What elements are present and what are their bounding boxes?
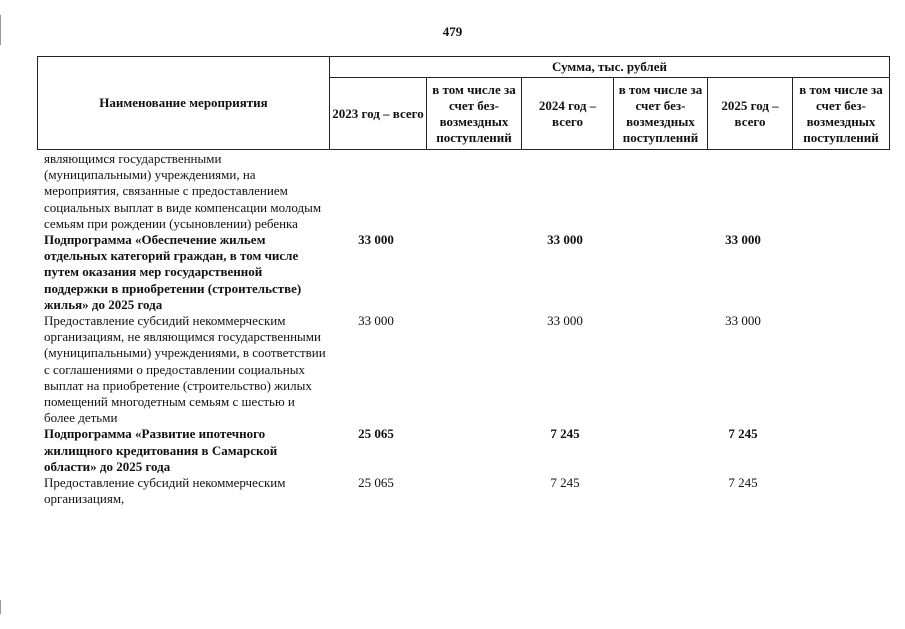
value-2025: 7 245 bbox=[728, 426, 758, 442]
table-body bbox=[44, 151, 894, 507]
header-2025-gratis: в том числе за счет без-возмездных поступлений bbox=[793, 78, 890, 149]
value-2025: 7 245 bbox=[728, 475, 758, 491]
value-2023: 33 000 bbox=[358, 232, 394, 248]
value-2025: 33 000 bbox=[725, 232, 761, 248]
value-2023: 33 000 bbox=[358, 313, 394, 329]
header-sum-group: Сумма, тыс. рублей bbox=[330, 57, 890, 78]
table-row bbox=[44, 151, 894, 232]
value-2024: 33 000 bbox=[547, 313, 583, 329]
value-2023: 25 065 bbox=[358, 475, 394, 491]
table-header bbox=[37, 56, 890, 150]
table-row-subprogram bbox=[44, 426, 894, 475]
header-2025-total: 2025 год – всего bbox=[708, 78, 793, 149]
header-name-column: Наименование мероприятия bbox=[38, 57, 330, 149]
row-name: Предоставление субсидий некоммерческим организациям, bbox=[44, 475, 286, 507]
value-2024: 7 245 bbox=[550, 475, 580, 491]
row-name: Предоставление субсидий некоммерческим организациям, не являющимся государственными (муниципальными) учреждениями, в соответствии с соглашениями о предоставлении социальных выплат на приобретение (строительство) жилых помещений многодетным семьям с шестью и более детьми bbox=[44, 313, 326, 426]
row-name: Подпрограмма «Обеспечение жильем отдельных категорий граждан, в том числе путем оказания мер государственной поддержки в приобретении (строительстве) жилья» до 2025 года bbox=[44, 232, 302, 312]
value-2025: 33 000 bbox=[725, 313, 761, 329]
table-row-subprogram bbox=[44, 232, 894, 313]
value-2023: 25 065 bbox=[358, 426, 394, 442]
table-row bbox=[44, 475, 894, 507]
value-2024: 7 245 bbox=[550, 426, 580, 442]
table-row bbox=[44, 313, 894, 426]
scan-edge-mark bbox=[0, 15, 1, 45]
value-2024: 33 000 bbox=[547, 232, 583, 248]
scan-edge-mark bbox=[0, 600, 1, 614]
header-2024-gratis: в том числе за счет без-возмездных поступлений bbox=[614, 78, 708, 149]
row-name: являющимся государственными (муниципальными) учреждениями, на мероприятия, связанные с предоставлением социальных выплат в виде компенсации молодым семьям при рождении (усыновлении) ребенка bbox=[44, 151, 322, 231]
page-number: 479 bbox=[442, 24, 463, 39]
header-2024-total: 2024 год – всего bbox=[522, 78, 614, 149]
header-2023-gratis: в том числе за счет без-возмездных поступлений bbox=[427, 78, 522, 149]
header-2023-total: 2023 год – всего bbox=[330, 78, 427, 149]
row-name: Подпрограмма «Развитие ипотечного жилищного кредитования в Самарской области» до 2025 года bbox=[44, 426, 278, 474]
